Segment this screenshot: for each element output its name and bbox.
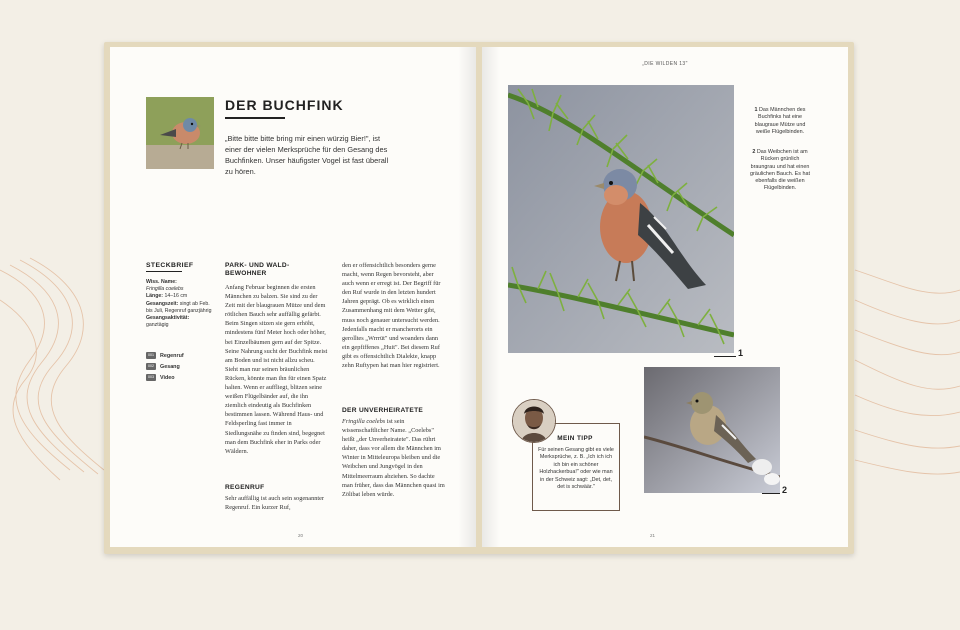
steckbrief-heading: STECKBRIEF bbox=[146, 262, 194, 269]
steckbrief-rule bbox=[146, 271, 182, 272]
right-page bbox=[482, 47, 848, 547]
gutter-shadow bbox=[482, 47, 500, 547]
caption-1: 1 Das Männchen des Buchfinks hat eine blaugraue Mütze und weiße Flügelbinden. bbox=[754, 107, 806, 135]
intro-text: „Bitte bitte bitte bring mir einen würzig Bier!", ist einer der vielen Merksprüche für den Gesang des Buchfinken. Unser häufigster Vogel ist fast überall zu hören. bbox=[225, 134, 389, 176]
page-number-right: 21 bbox=[650, 533, 656, 538]
section-heading-park: PARK- UND WALD-BEWOHNER bbox=[225, 262, 290, 277]
media-item-video[interactable]: 003 Video bbox=[148, 374, 175, 381]
page-number-left: 20 bbox=[298, 533, 304, 538]
chaffinch-thumbnail-image bbox=[146, 97, 214, 169]
media-item-regenruf[interactable]: 001 Regenruf bbox=[148, 352, 184, 359]
audio-badge-icon: 001 bbox=[148, 353, 154, 357]
title-underline bbox=[225, 117, 285, 119]
gutter-shadow bbox=[458, 47, 476, 547]
label-laenge: Länge: bbox=[146, 293, 164, 300]
photo1-number-rule bbox=[714, 356, 736, 357]
video-badge-icon: 003 bbox=[148, 375, 154, 379]
photo2-number-rule bbox=[762, 493, 780, 494]
body-text-unverheiratete: Fringilla coelebs ist sein wissenschaftlicher Name. „Coelebs" heißt „der Unverheiratete". Das rührt daher, dass vor allem die Männchen im Winter in Mitteleuropa bleiben und die Weibchen und Jungvögel in den Mittelmeerraum abziehen. So dachte man früher, dass das Männchen quasi im Zölibat leben würde. bbox=[342, 418, 445, 498]
running-head: „DIE WILDEN 13" bbox=[642, 61, 688, 67]
male-chaffinch-photo bbox=[508, 85, 734, 353]
scientific-name: Fringilla coelebs bbox=[342, 418, 386, 425]
value-gesangsaktivitaet: ganztägig bbox=[146, 322, 169, 329]
steckbrief-text bbox=[146, 279, 212, 329]
label-gesangsaktivitaet: Gesangsaktivität: bbox=[146, 315, 190, 322]
section-heading-regenruf: REGENRUF bbox=[225, 484, 265, 491]
photo2-number: 2 bbox=[782, 485, 788, 495]
photo1-number: 1 bbox=[738, 348, 744, 358]
value-gesangszeit: singt ab Feb. bis Juli, Regenruf ganzjährig bbox=[146, 300, 212, 314]
body-text-col1: Anfang Februar beginnen die ersten Männchen zu balzen. Sie sind zu der Zeit mit der blaugrauen Mütze und dem rötlichen Bauch sehr auffällig gefärbt. Beim Singen sitzen sie gern erhöht, mindestens fünf Meter hoch oder höher, bei Einzelbäumen gern auf der Spitze. Seine Nahrung sucht der Buchfink meist am Boden und ist nicht allzu scheu. Sieht man nur seinen bräunlichen Rücken, könnte man ihn für einen Spatz halten. Wenn er auffliegt, blitzen seine weißen Flügelbänder auf, die ihn ziemlich eindeutig als Buchfinken bestimmen lassen. Während Haus- und Feldsperling fast immer in Siedlungsnähe zu finden sind, begegnet man dem Buchfink eher in Parks oder Wäldern. bbox=[225, 284, 328, 455]
tip-text: Für seinen Gesang gibt es viele Merksprüche, z. B. „Ich ich ich ich bin ein schöner Holzhackerbua!" oder wie man in der Schweiz sagt: „Det, det, det is schwäär." bbox=[538, 447, 614, 491]
body-text-col2: den er offensichtlich besonders gerne macht, wenn Regen bevorsteht, aber auch wenn er erregt ist. Der Begriff für den Ruf wurde in den letzten hundert Jahren geprägt. Ob es wirklich einen Zusammenhang mit dem Wetter gibt, muss noch genauer untersucht werden. Jedenfalls macht er mancherorts ein gerolltes „Wrrrüt" und woanders dann ein gepfiffenes „Huit". Bei diesem Ruf gibt es offensichtlich Dialekte, knapp zehn Ruftypen hat man hier registriert. bbox=[342, 262, 441, 370]
tip-title: MEIN TIPP bbox=[557, 435, 593, 442]
left-page bbox=[110, 47, 476, 547]
page-title: DER BUCHFINK bbox=[225, 97, 344, 113]
caption-2: 2 Das Weibchen ist am Rücken grünlich braungrau und hat einen gräulichen Bauch. Es hat ebenfalls die weißen Flügelbinden. bbox=[750, 149, 810, 192]
open-book bbox=[104, 42, 854, 554]
body-text-regenruf: Sehr auffällig ist auch sein sogenannter Regenruf. Ein kurzer Ruf, bbox=[225, 495, 325, 512]
female-chaffinch-photo bbox=[644, 367, 780, 493]
label-gesangszeit: Gesangszeit: bbox=[146, 300, 179, 307]
section-heading-unverheiratete: DER UNVERHEIRATETE bbox=[342, 407, 424, 414]
media-list bbox=[146, 350, 216, 383]
media-item-gesang[interactable]: 002 Gesang bbox=[148, 363, 180, 370]
audio-badge-icon: 002 bbox=[148, 364, 154, 368]
value-laenge: 14–16 cm bbox=[164, 293, 188, 300]
value-wiss-name: Fringilla coelebs bbox=[146, 286, 184, 293]
label-wiss-name: Wiss. Name: bbox=[146, 279, 177, 285]
